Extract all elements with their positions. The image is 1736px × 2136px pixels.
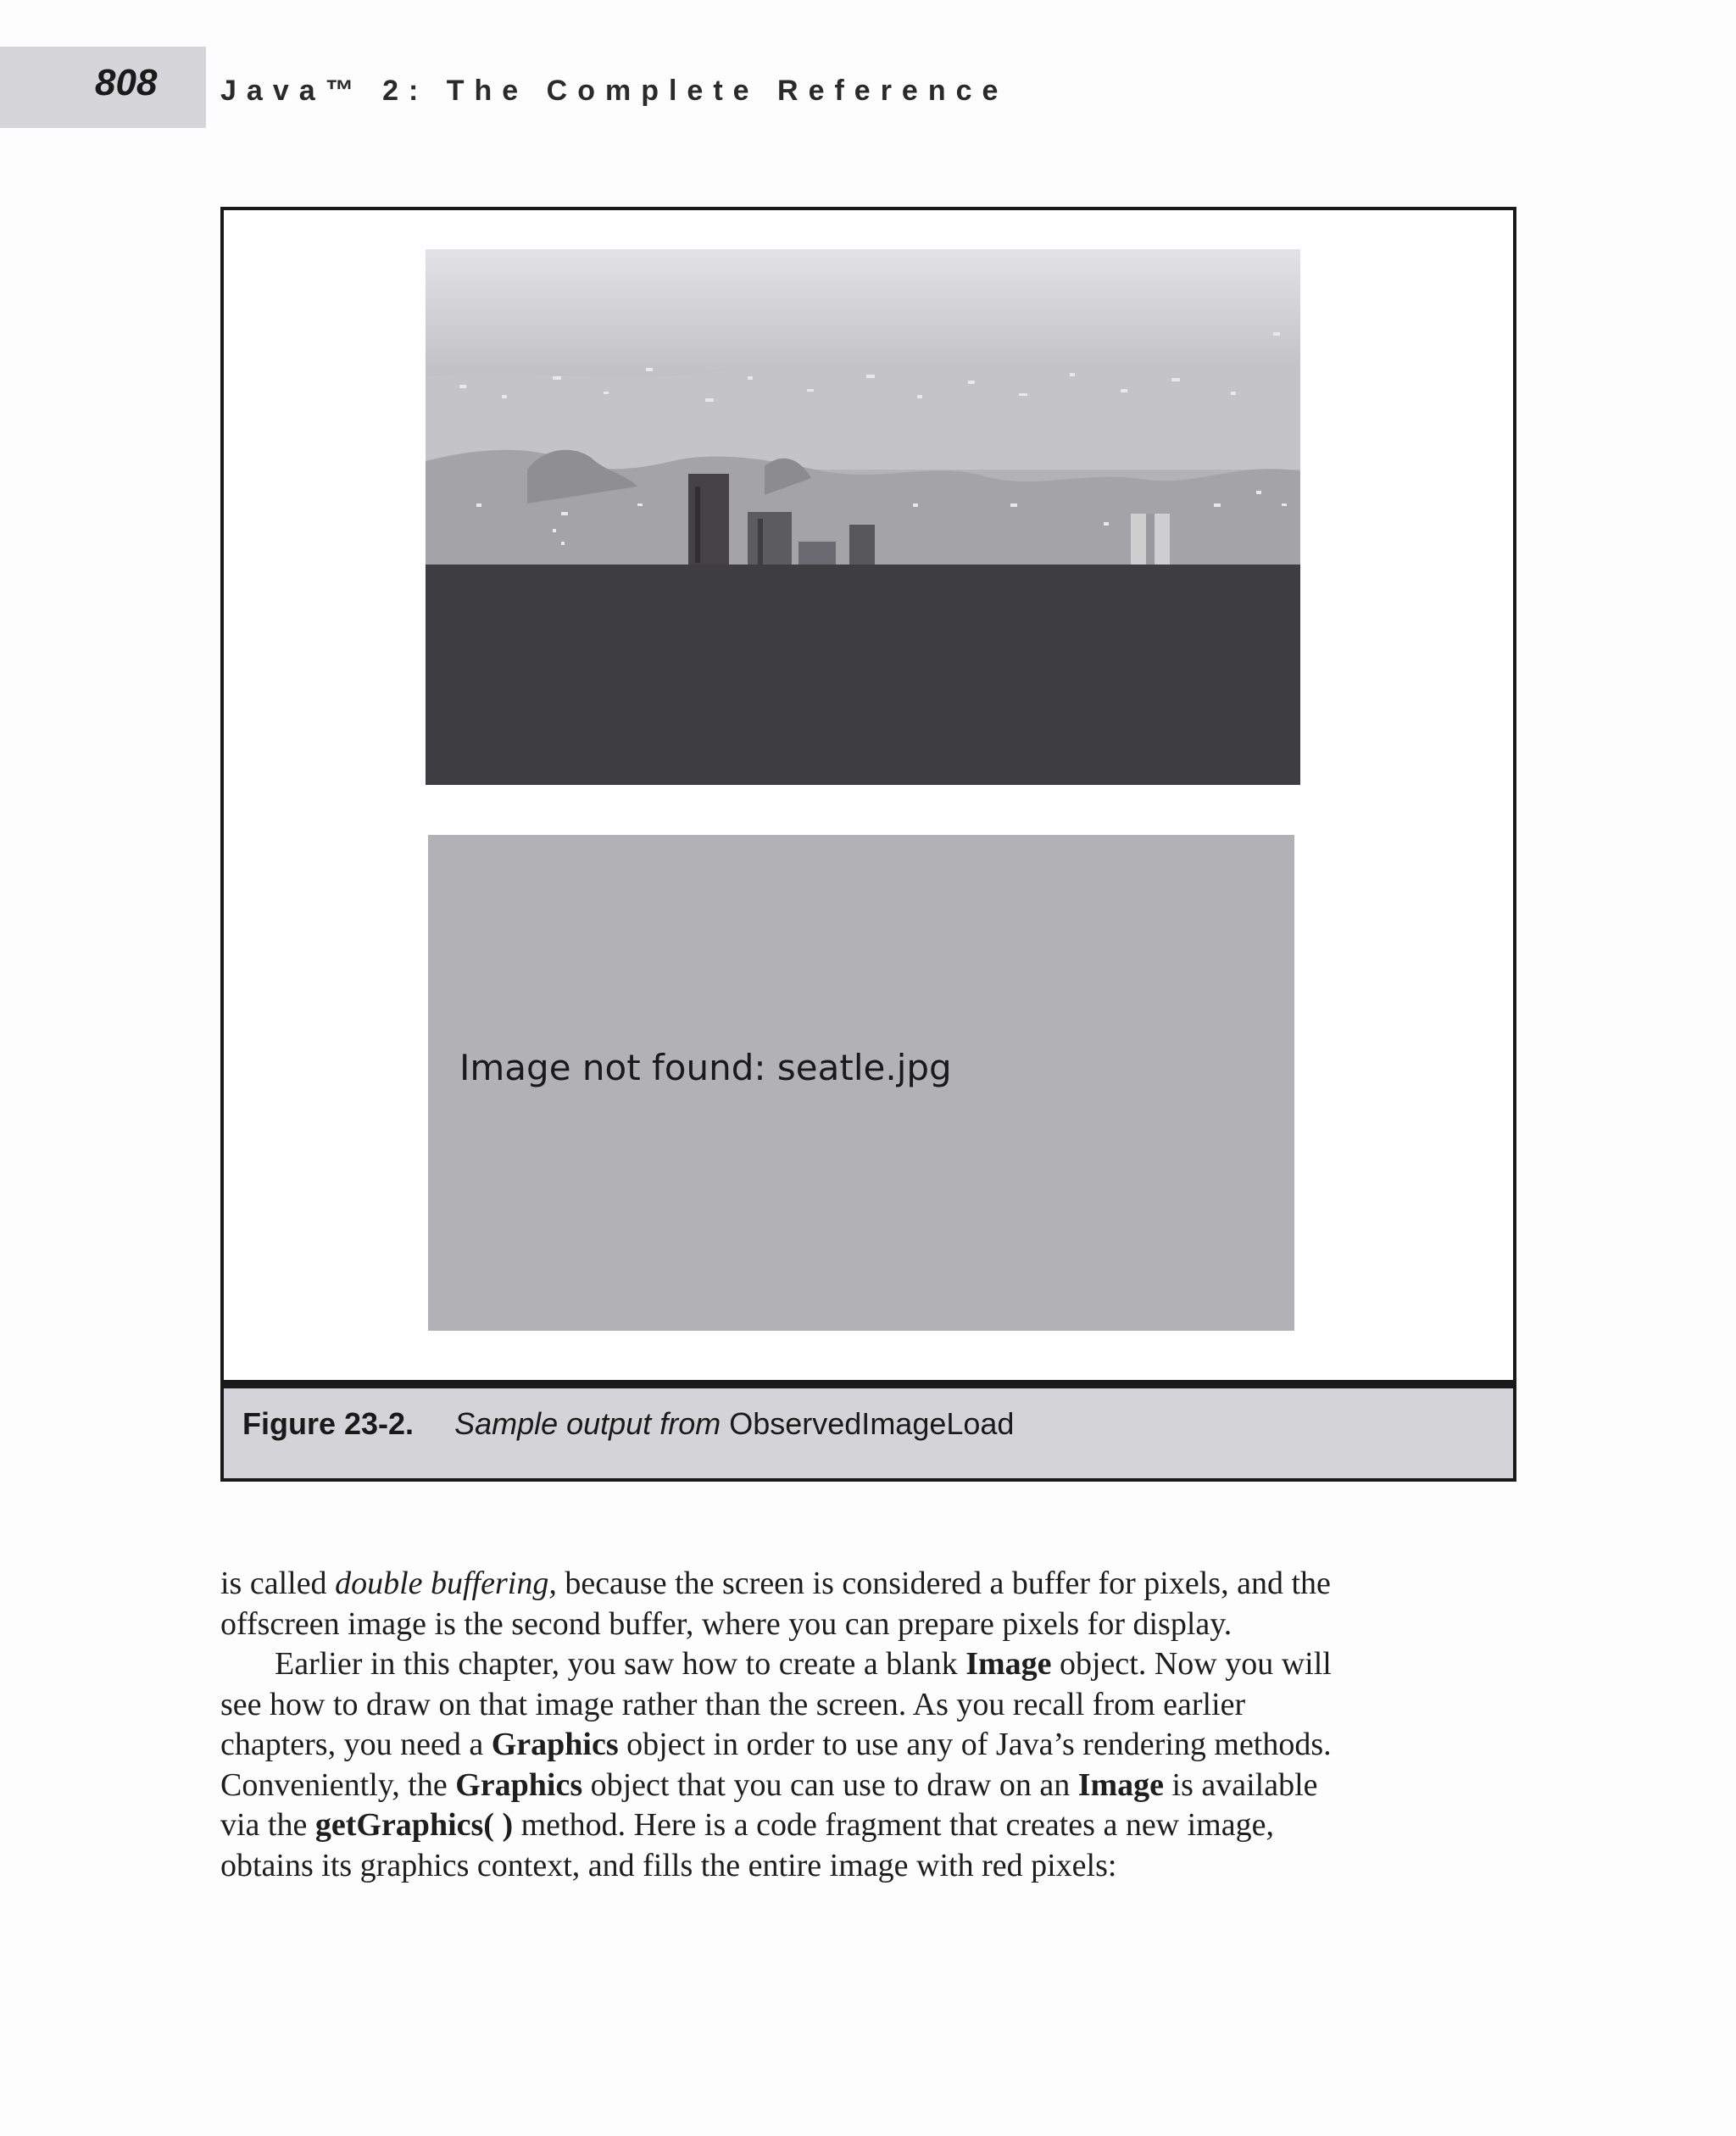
image-not-found-message: Image not found: seatle.jpg [459, 1047, 952, 1088]
figure-description: Sample output from [454, 1406, 721, 1441]
image-not-found-panel [428, 835, 1294, 1331]
text-run: object in order to use any of Java’s rendering methods. [618, 1727, 1332, 1762]
figure-class-name: ObservedImageLoad [729, 1406, 1015, 1441]
code-term: Image [965, 1646, 1052, 1682]
text-run: is available [1164, 1766, 1318, 1803]
text-run: object that you can use to draw on an [582, 1766, 1078, 1803]
code-term: getGraphics( ) [314, 1807, 514, 1843]
text-run: Conveniently, the [220, 1766, 456, 1803]
code-term: Graphics [455, 1766, 583, 1803]
text-run: is called [220, 1566, 336, 1601]
running-header-title: Java™ 2: The Complete Reference [220, 75, 1009, 107]
text-run: because the screen is considered a buffer for pixels, and the [556, 1566, 1331, 1601]
text-run: chapters, you need a [220, 1727, 492, 1762]
term-double-buffering: double buffering, [335, 1566, 557, 1601]
text-line: offscreen image is the second buffer, where you can prepare pixels for display. [220, 1605, 1232, 1642]
figure-number: Figure 23-2. [242, 1406, 415, 1441]
text-run: object. Now you will [1051, 1646, 1332, 1682]
page-number: 808 [95, 62, 158, 103]
text-run: via the [220, 1807, 315, 1843]
code-term: Image [1077, 1766, 1165, 1803]
text-line: obtains its graphics context, and fills the entire image with red pixels: [220, 1847, 1117, 1883]
text-line: see how to draw on that image rather than the screen. As you recall from earlier [220, 1686, 1246, 1722]
text-run: method. Here is a code fragment that creates a new image, [513, 1807, 1274, 1843]
code-term: Graphics [491, 1727, 619, 1762]
seattle-skyline-image [426, 249, 1300, 785]
figure-caption [220, 1383, 1516, 1482]
paragraph [220, 1564, 1543, 1644]
body-text [220, 1564, 1543, 1886]
text-run: Earlier in this chapter, you saw how to create a blank [275, 1646, 966, 1682]
paragraph [220, 1644, 1543, 1886]
